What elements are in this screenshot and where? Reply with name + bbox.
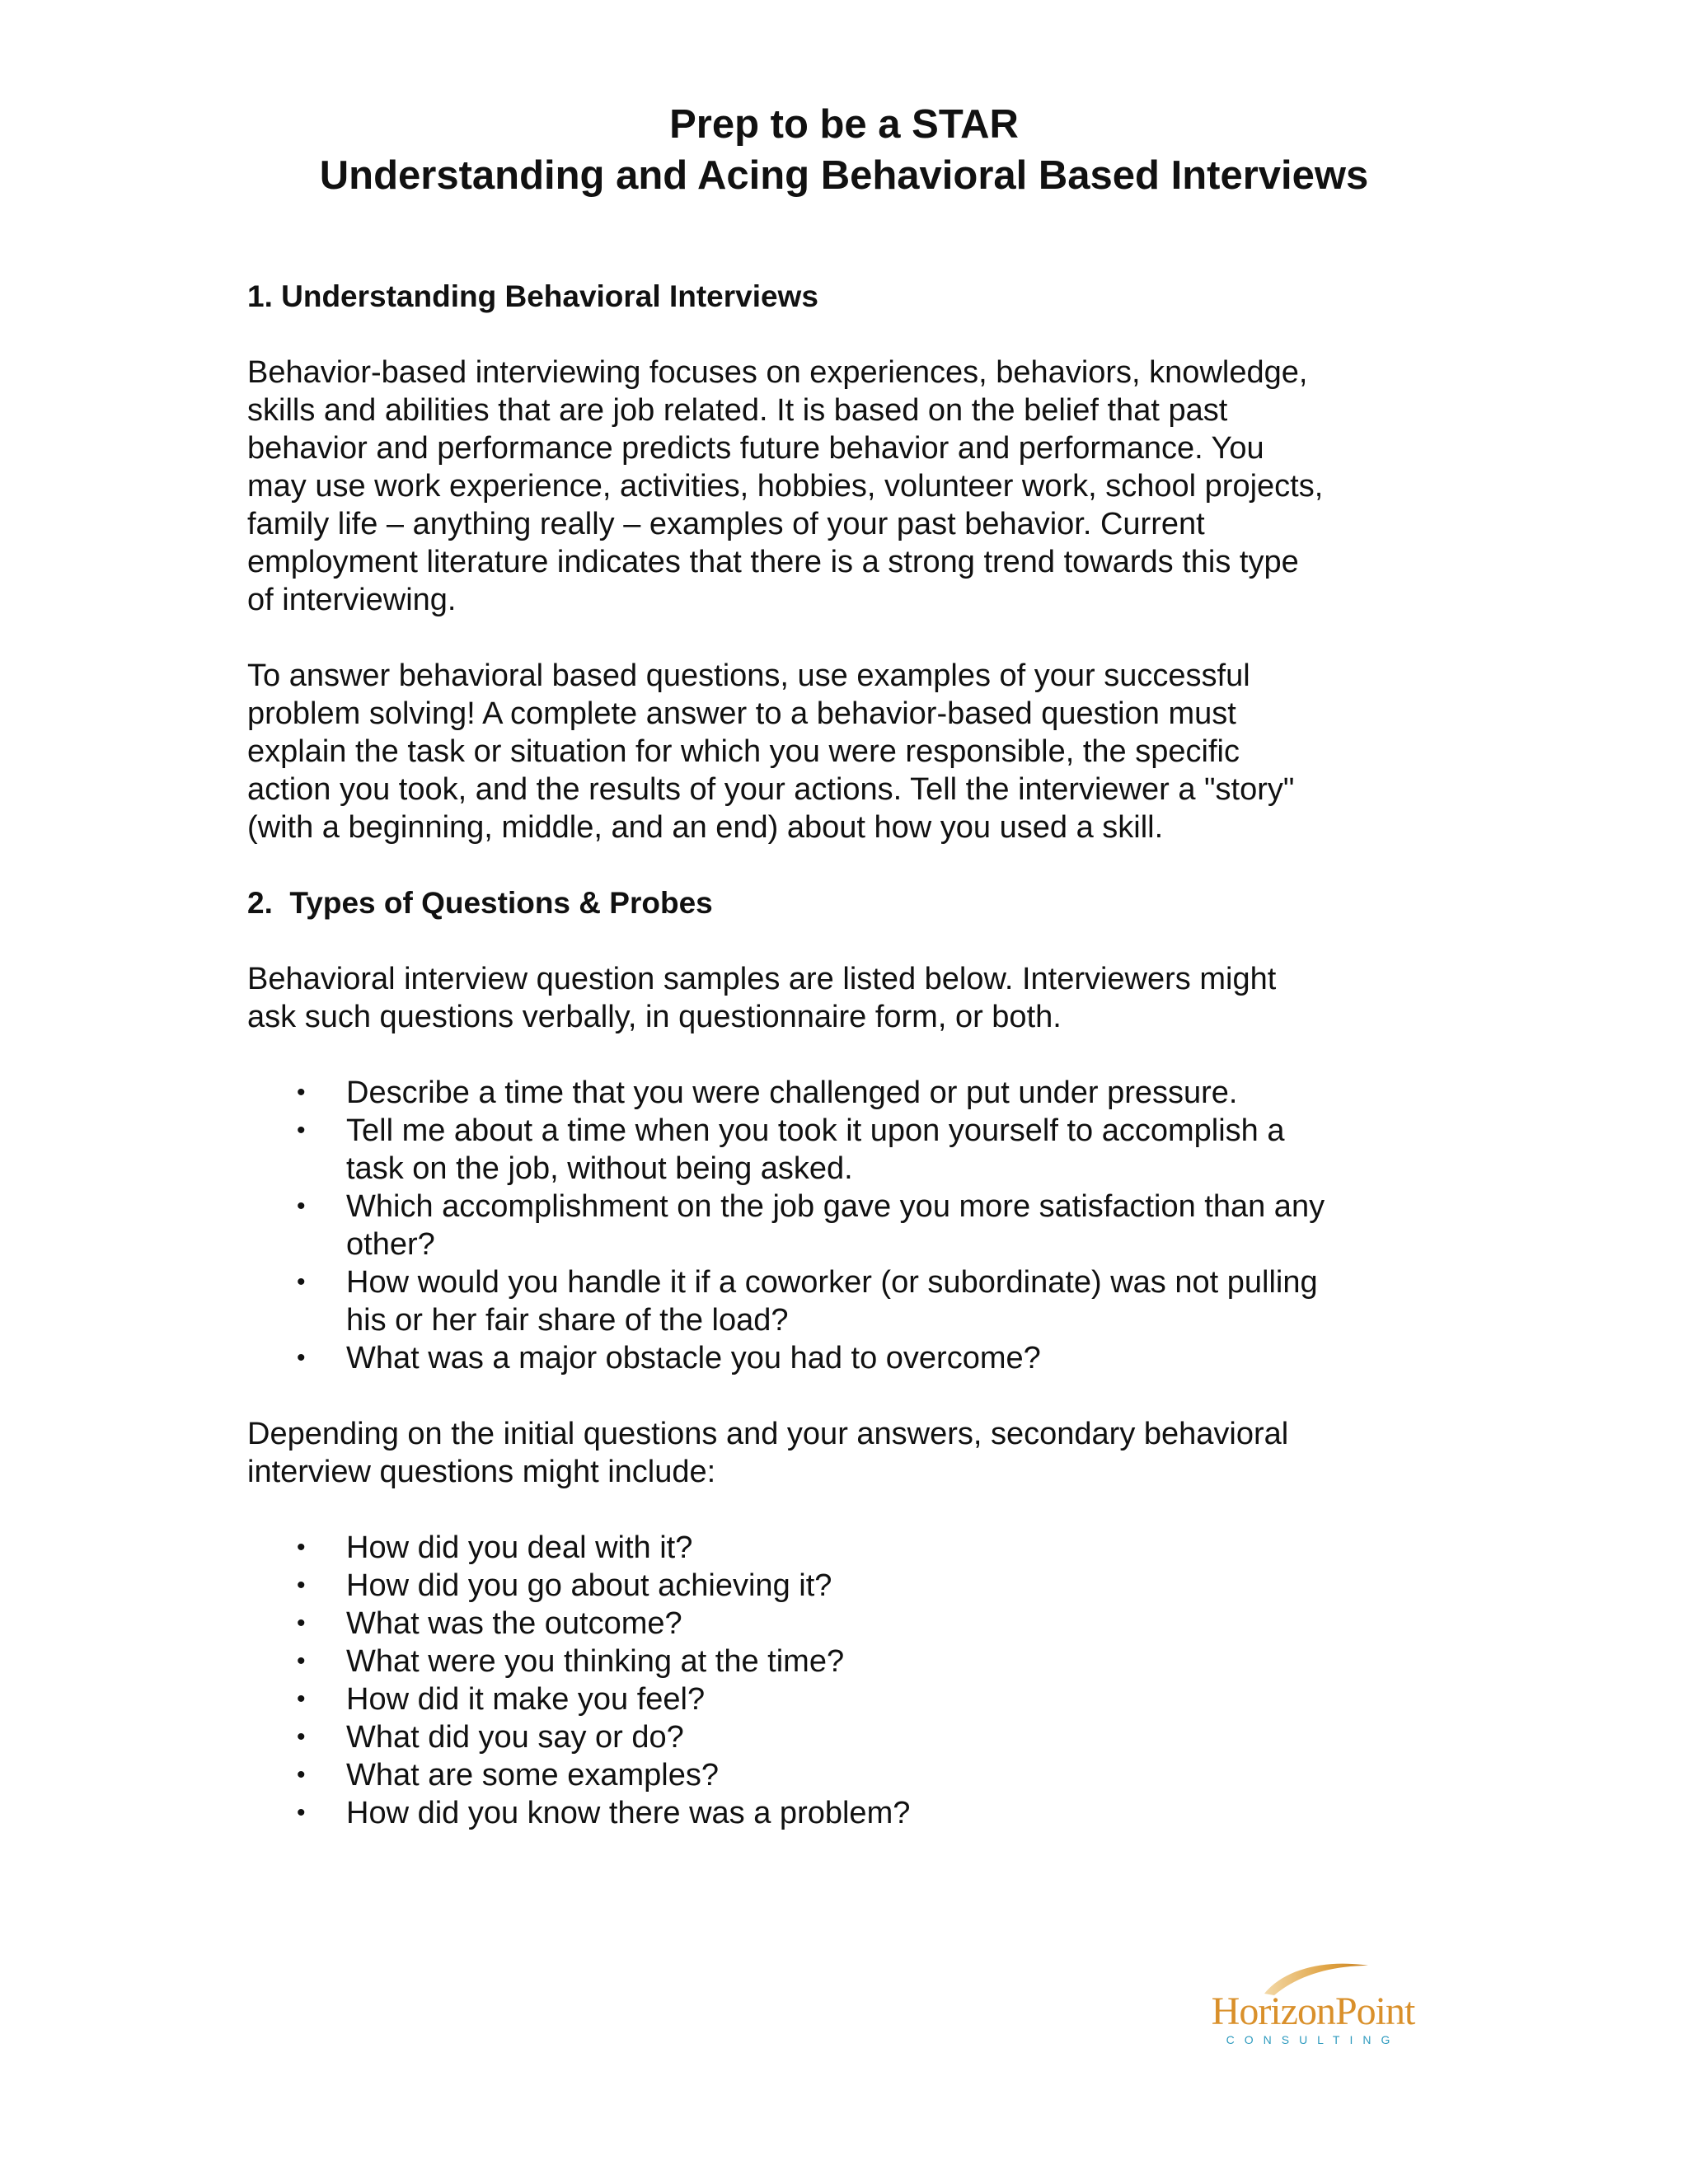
bullet-icon: • — [297, 1685, 306, 1713]
horizon-point-logo — [1193, 1957, 1432, 2048]
bullet-icon: • — [297, 1344, 306, 1371]
text-line: How did you deal with it? — [346, 1530, 693, 1565]
list-item — [247, 1188, 1451, 1263]
text-line: How did you go about achieving it? — [346, 1568, 832, 1603]
bullet-icon: • — [297, 1610, 306, 1637]
text-line: What was the outcome? — [346, 1606, 682, 1641]
text-line: other? — [346, 1227, 435, 1262]
list-item — [247, 1074, 1451, 1112]
section-1-heading: 1. Understanding Behavioral Interviews — [247, 279, 818, 313]
section-1-paragraph-2 — [247, 657, 1451, 846]
text-line: Describe a time that you were challenged or put under pressure. — [346, 1076, 1238, 1110]
text-line: How would you handle it if a coworker (or subordinate) was not pulling — [346, 1265, 1318, 1300]
text-line: employment literature indicates that there is a strong trend towards this type — [247, 545, 1299, 579]
bullet-icon: • — [297, 1723, 306, 1750]
bullet-icon: • — [297, 1647, 306, 1675]
text-line: Behavior-based interviewing focuses on experiences, behaviors, knowledge, — [247, 355, 1308, 390]
text-line: What are some examples? — [346, 1758, 719, 1793]
text-line: How did it make you feel? — [346, 1682, 706, 1717]
bullet-icon: • — [297, 1799, 306, 1826]
document-title: Prep to be a STAR — [669, 102, 1019, 147]
bullet-icon: • — [297, 1572, 306, 1599]
list-item — [247, 1339, 1451, 1377]
probe-list — [247, 1529, 1451, 1832]
bullet-icon: • — [297, 1268, 306, 1296]
text-line: interview questions might include: — [247, 1455, 716, 1489]
text-line: What were you thinking at the time? — [346, 1644, 845, 1679]
text-line: skills and abilities that are job related. It is based on the belief that past — [247, 393, 1228, 428]
text-line: What was a major obstacle you had to overcome? — [346, 1341, 1041, 1376]
logo-word-point: Point — [1334, 1990, 1415, 2033]
text-line: Depending on the initial questions and your answers, secondary behavioral — [247, 1417, 1289, 1451]
logo-wordmark — [1193, 1989, 1432, 2034]
text-line: behavior and performance predicts future behavior and performance. You — [247, 431, 1264, 466]
bullet-icon: • — [297, 1079, 306, 1106]
text-line: his or her fair share of the load? — [346, 1303, 789, 1338]
text-line: of interviewing. — [247, 583, 457, 617]
text-line: explain the task or situation for which you were responsible, the specific — [247, 734, 1240, 769]
text-line: family life – anything really – examples of your past behavior. Current — [247, 507, 1205, 541]
list-item — [247, 1680, 1451, 1718]
list-item — [247, 1756, 1451, 1794]
list-item — [247, 1643, 1451, 1680]
bullet-icon: • — [297, 1761, 306, 1788]
document-body — [247, 278, 1451, 1832]
question-list — [247, 1074, 1451, 1377]
text-line: action you took, and the results of your actions. Tell the interviewer a "story" — [247, 772, 1295, 807]
bullet-icon: • — [297, 1193, 306, 1220]
section-2-intro — [247, 960, 1451, 1036]
logo-subtitle: CONSULTING — [1226, 2033, 1400, 2046]
logo-word-horizon: Horizon — [1211, 1990, 1335, 2033]
text-line: task on the job, without being asked. — [346, 1151, 853, 1186]
list-item — [247, 1605, 1451, 1643]
list-item — [247, 1529, 1451, 1567]
text-line: ask such questions verbally, in questionnaire form, or both. — [247, 1000, 1062, 1034]
text-line: Which accomplishment on the job gave you more satisfaction than any — [346, 1189, 1325, 1224]
secondary-intro — [247, 1415, 1451, 1491]
title-block — [0, 99, 1688, 201]
bullet-icon: • — [297, 1534, 306, 1561]
text-line: may use work experience, activities, hobbies, volunteer work, school projects, — [247, 469, 1324, 504]
text-line: Tell me about a time when you took it upon yourself to accomplish a — [346, 1113, 1285, 1148]
list-item — [247, 1263, 1451, 1339]
text-line: Behavioral interview question samples are listed below. Interviewers might — [247, 962, 1277, 996]
text-line: How did you know there was a problem? — [346, 1796, 911, 1830]
text-line: (with a beginning, middle, and an end) about how you used a skill. — [247, 810, 1164, 845]
document-subtitle: Understanding and Acing Behavioral Based Interviews — [319, 153, 1369, 198]
list-item — [247, 1794, 1451, 1832]
list-item — [247, 1112, 1451, 1188]
section-2-heading: 2. Types of Questions & Probes — [247, 886, 713, 920]
section-1-paragraph-1 — [247, 354, 1451, 619]
text-line: To answer behavioral based questions, use examples of your successful — [247, 658, 1250, 693]
text-line: What did you say or do? — [346, 1720, 684, 1755]
list-item — [247, 1567, 1451, 1605]
bullet-icon: • — [297, 1117, 306, 1144]
text-line: problem solving! A complete answer to a behavior-based question must — [247, 696, 1236, 731]
list-item — [247, 1718, 1451, 1756]
